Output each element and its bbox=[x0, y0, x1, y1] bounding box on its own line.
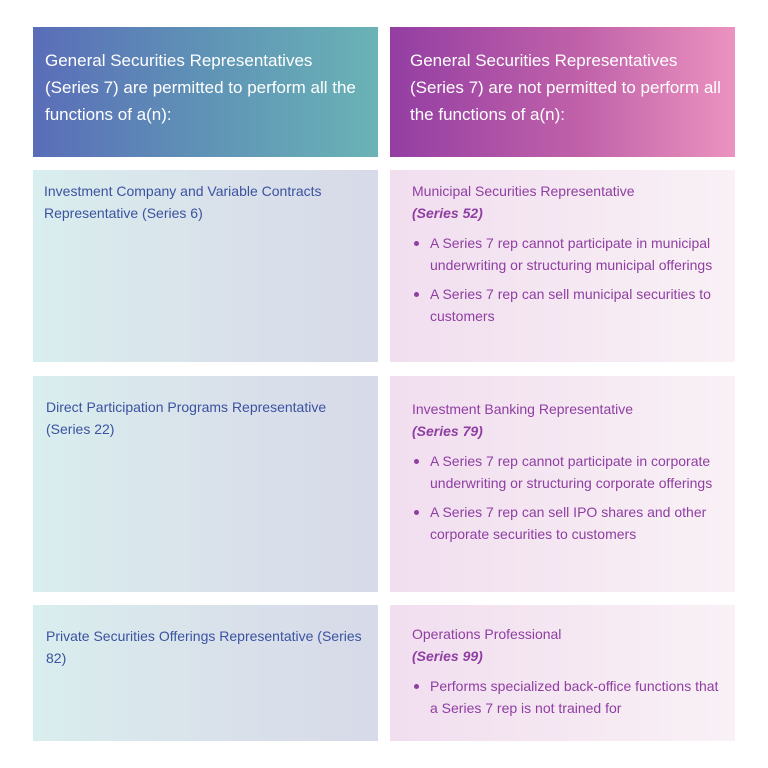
bullet-item: A Series 7 rep cannot participate in corporate underwriting or structuring corporate offerings bbox=[412, 450, 725, 494]
bullet-item: A Series 7 rep can sell municipal securities to customers bbox=[412, 283, 725, 327]
not-permitted-cell-series-79 bbox=[390, 376, 735, 592]
permitted-cell-text: Private Securities Offerings Representative (Series 82) bbox=[46, 628, 362, 666]
permitted-cell-text: Direct Participation Programs Representative (Series 22) bbox=[46, 399, 327, 437]
permitted-cell-series-22 bbox=[33, 376, 378, 592]
bullet-item: Performs specialized back-office functions that a Series 7 rep is not trained for bbox=[412, 675, 725, 719]
permitted-cell-series-6 bbox=[33, 170, 378, 362]
not-permitted-cell-series-52 bbox=[390, 170, 735, 362]
role-series: (Series 52) bbox=[412, 205, 483, 221]
bullet-item: A Series 7 rep cannot participate in municipal underwriting or structuring municipal offerings bbox=[412, 232, 725, 276]
not-permitted-cell-series-99 bbox=[390, 605, 735, 741]
role-name: Municipal Securities Representative bbox=[412, 183, 635, 199]
not-permitted-header-text: General Securities Representatives (Series 7) are not permitted to perform all the functions of a(n): bbox=[410, 51, 721, 124]
bullet-item: A Series 7 rep can sell IPO shares and other corporate securities to customers bbox=[412, 501, 725, 545]
role-name: Investment Banking Representative bbox=[412, 401, 634, 417]
role-name: Operations Professional bbox=[412, 626, 562, 642]
bullet-list bbox=[412, 450, 725, 545]
permitted-header bbox=[33, 27, 378, 157]
role-series: (Series 79) bbox=[412, 423, 483, 439]
permitted-cell-text: Investment Company and Variable Contracts Representative (Series 6) bbox=[44, 183, 322, 221]
bullet-list bbox=[412, 232, 725, 327]
role-series: (Series 99) bbox=[412, 648, 483, 664]
permitted-header-text: General Securities Representatives (Series 7) are permitted to perform all the functions of a(n): bbox=[45, 51, 356, 124]
permitted-cell-series-82 bbox=[33, 605, 378, 741]
not-permitted-header bbox=[390, 27, 735, 157]
bullet-list bbox=[412, 675, 725, 719]
